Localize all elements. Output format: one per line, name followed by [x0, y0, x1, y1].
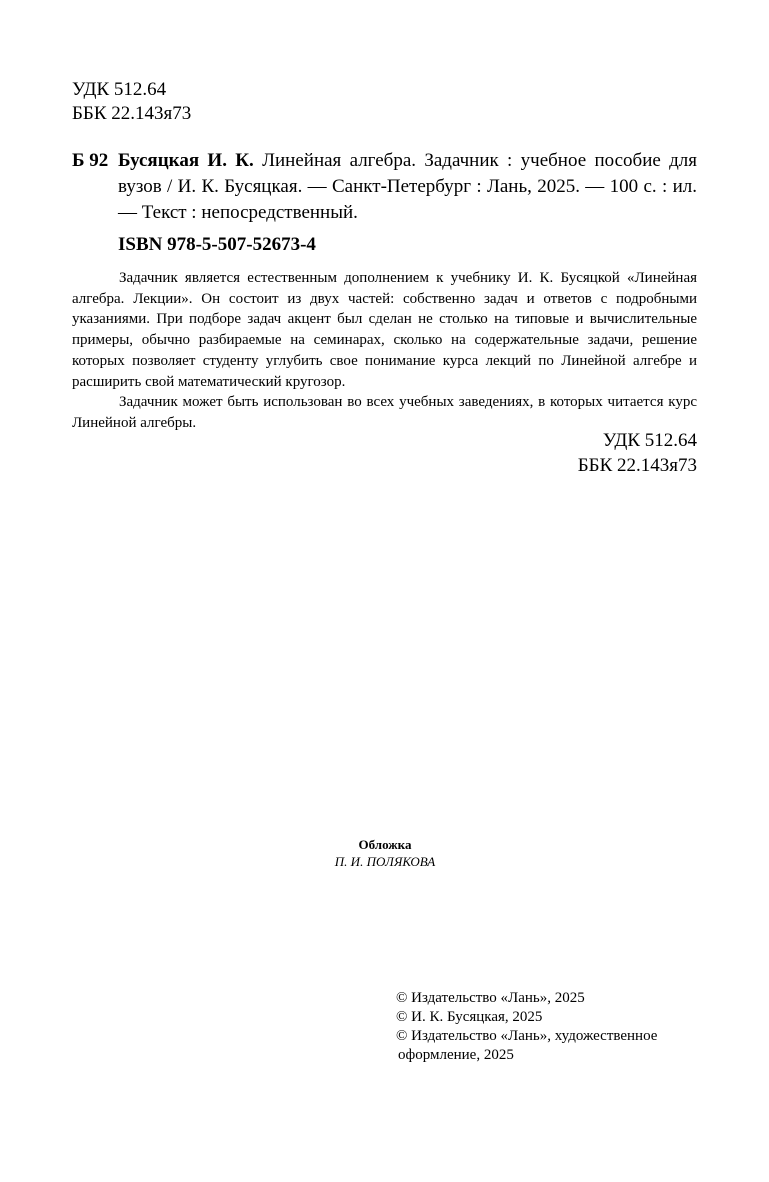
citation-author: Бусяцкая И. К.	[118, 150, 254, 171]
copyright-line: © Издательство «Лань», художественное	[396, 1028, 658, 1044]
bbk-code-bottom: ББК 22.143я73	[577, 455, 697, 476]
bibliographic-citation	[118, 148, 697, 226]
annotation	[72, 268, 697, 434]
copyright-line: © Издательство «Лань», 2025	[396, 990, 585, 1006]
citation-text: Линейная алгебра. Задачник : учебное пособие для вузов / И. К. Бусяцкая. — Санкт-Петербург : Лань, 2025. — 100 с. : ил. — Текст : непосредственный.	[118, 150, 698, 223]
cover-designer: П. И. ПОЛЯКОВА	[334, 854, 436, 869]
classification-top	[72, 78, 191, 126]
classification-bottom	[520, 428, 697, 478]
copyright-line: © И. К. Бусяцкая, 2025	[396, 1009, 543, 1025]
copyright-block	[396, 989, 706, 1065]
udk-code: УДК 512.64	[72, 79, 167, 100]
catalog-author-mark: Б 92	[72, 150, 109, 171]
annotation-paragraph: Задачник может быть использован во всех учебных заведениях, в которых читается курс Линейной алгебры.	[72, 394, 697, 431]
copyright-line: оформление, 2025	[398, 1047, 514, 1063]
cover-label: Обложка	[358, 837, 412, 852]
isbn-number: ISBN 978-5-507-52673-4	[118, 234, 316, 255]
annotation-paragraph: Задачник является естественным дополнением к учебнику И. К. Бусяцкой «Линейная алгебра. Лекции». Он состоит из двух частей: собственно задач и ответов с подробными указаниями. При подборе задач акцент был сделан не столько на типовые и вычислительные примеры, обычно разбираемые на семинарах, сколько на содержательные задачи, решение которых позволяет студенту углубить свое понимание курса лекций по Линейной алгебре и расширить свой математический кругозор.	[72, 270, 697, 390]
bbk-code: ББК 22.143я73	[72, 103, 192, 124]
cover-credit	[300, 836, 470, 870]
udk-code-bottom: УДК 512.64	[602, 430, 697, 451]
